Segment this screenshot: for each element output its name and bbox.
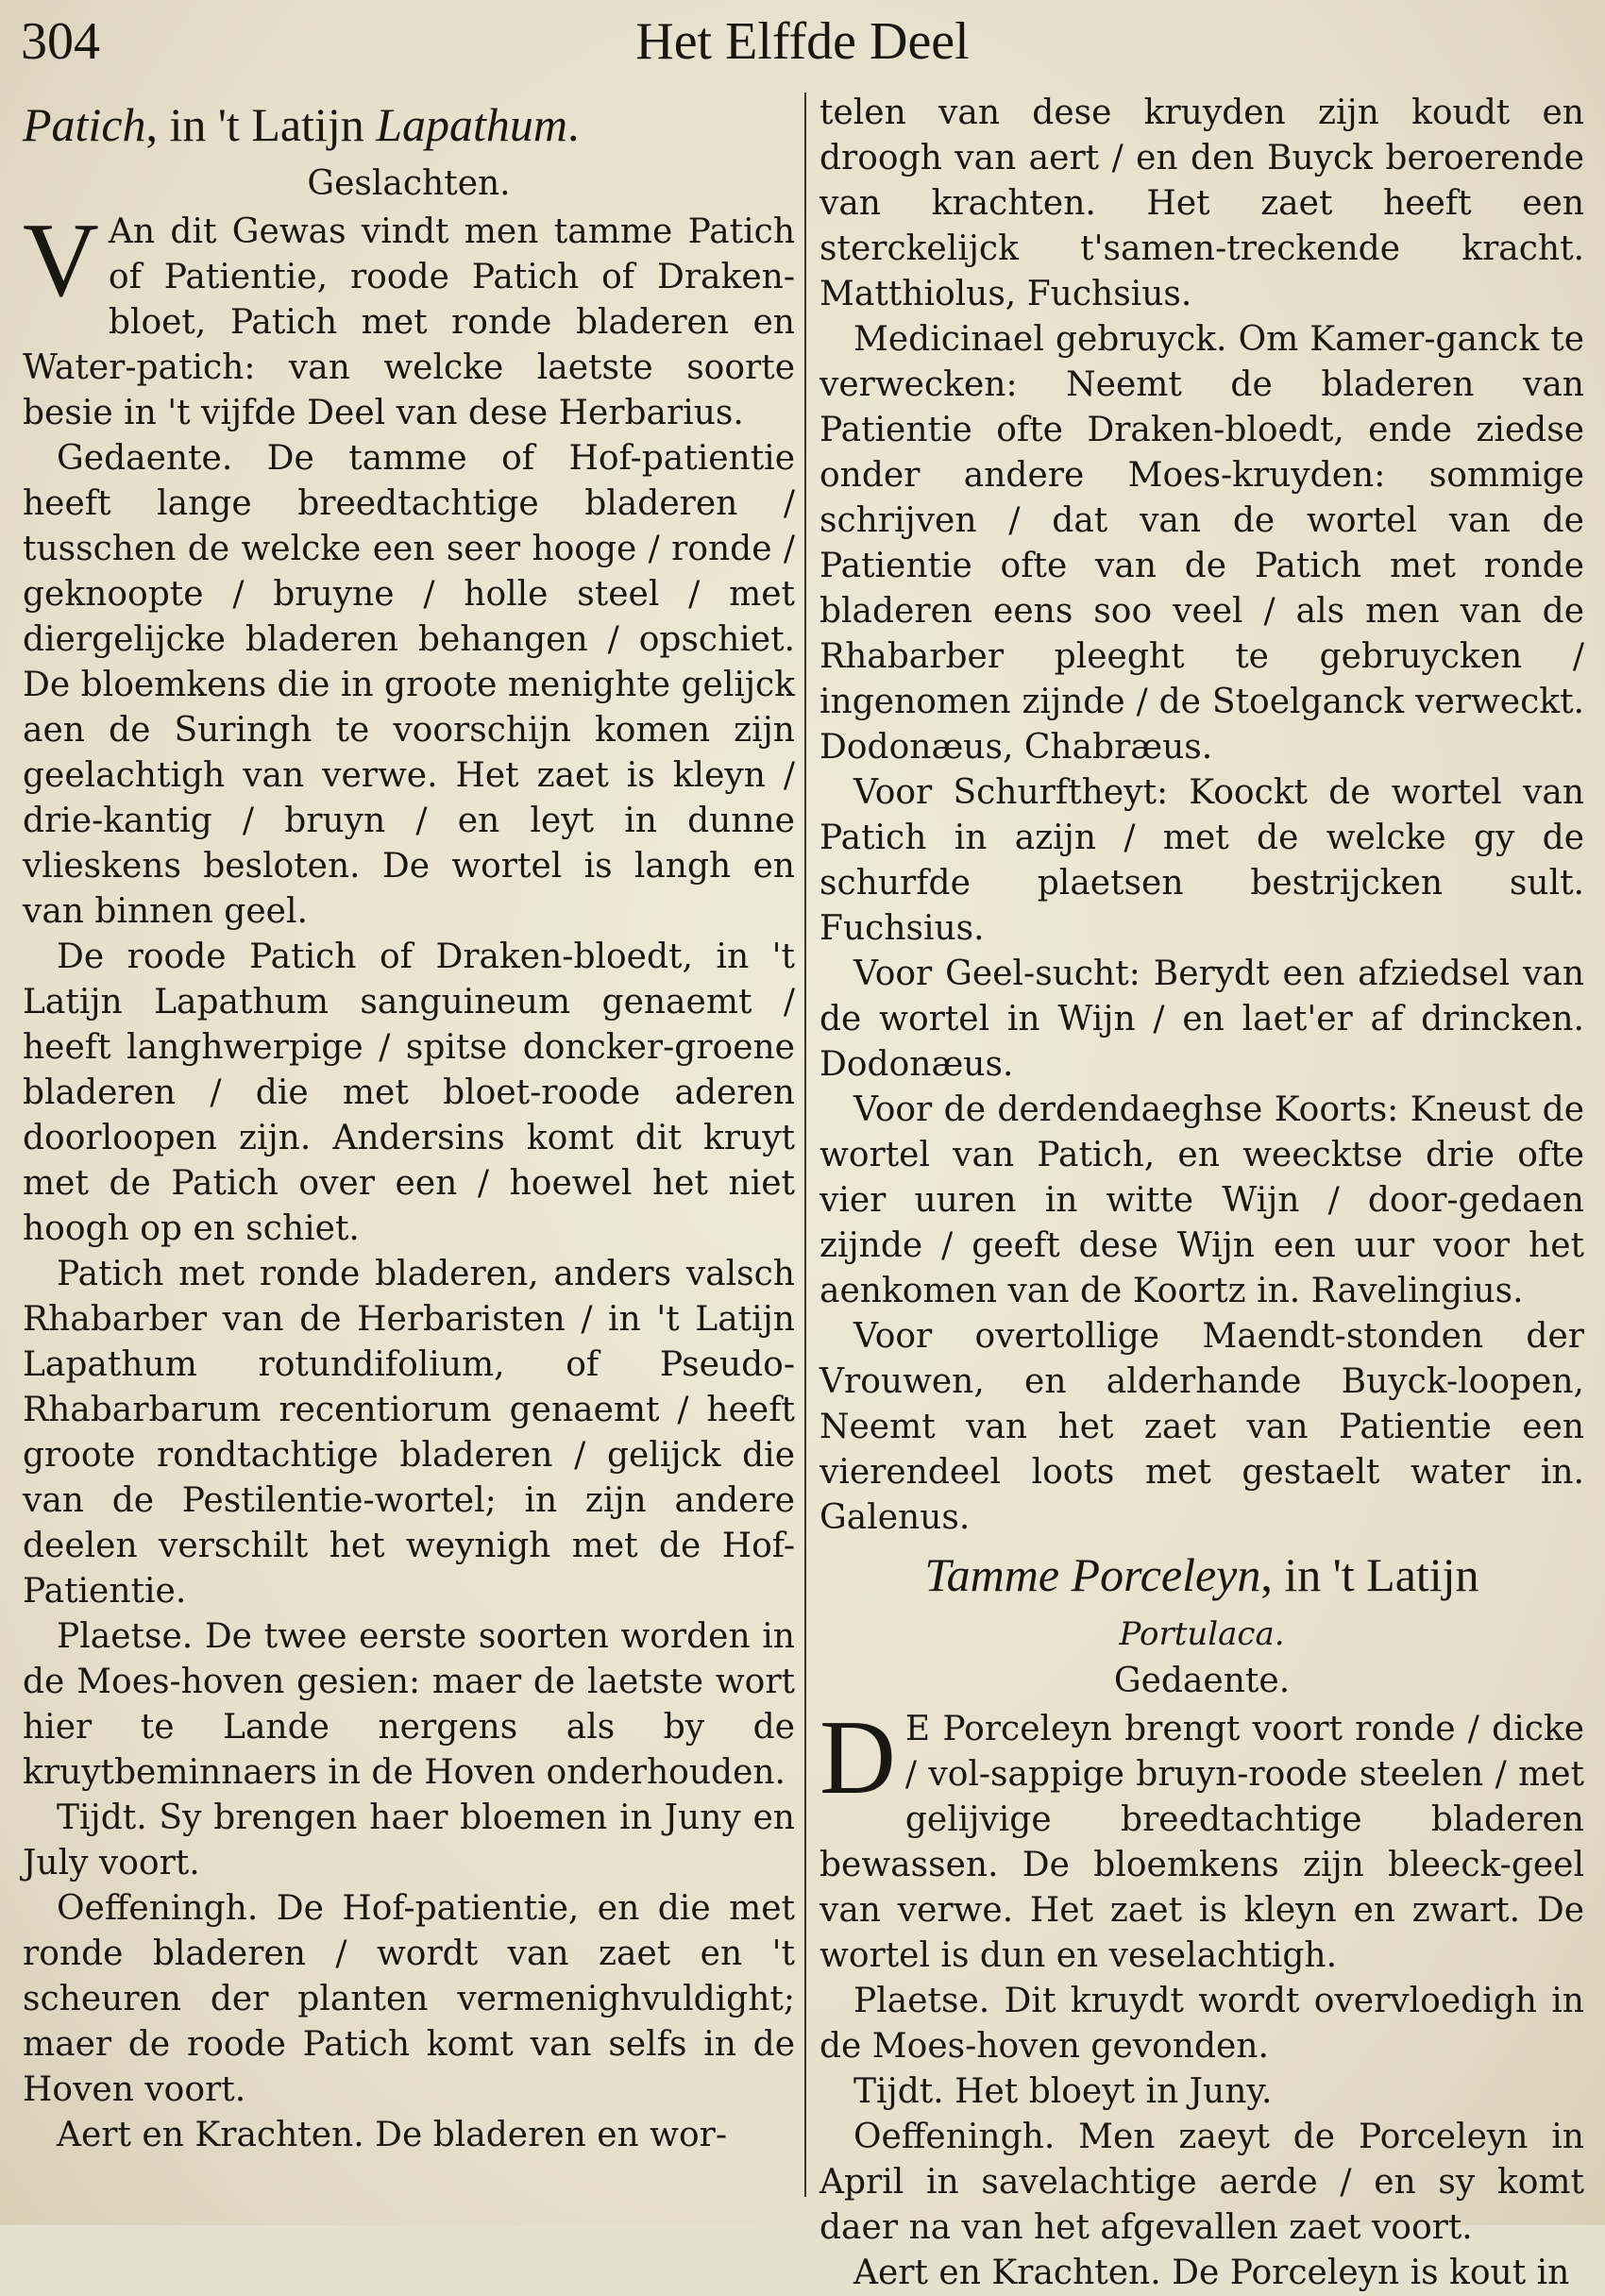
page-number: 304 <box>21 12 100 71</box>
paragraph-porceleyn-tijdt: Tijdt. Het bloeyt in Juny. <box>853 2072 1273 2111</box>
paragraph-oeffeningh: Oeffeningh. De Hof-patientie, en die met ronde bladeren / wordt van zaet en 't scheuren der planten vermenighvuldight; maer de roode Patich komt van selfs in de Hoven voort. <box>23 1889 795 2109</box>
left-column <box>23 91 795 2214</box>
paragraph-medicinael: Medicinael gebruyck. Om Kamer-ganck te verwecken: Neemt de bladeren van Patientie ofte Draken-bloedt, ende ziedse onder andere Moes-kruyden: sommige schrijven / dat van de wortel van de Patientie ofte van de Patich met ronde bladeren eens soo veel / als men van de Rhabarber pleeght te gebruycken / ingenomen zijnde / de Stoelganck verweckt. Dodonæus, Chabræus. <box>819 320 1584 767</box>
paragraph-porceleyn-oeffeningh: Oeffeningh. Men zaeyt de Porceleyn in April in savelachtige aerde / en sy komt daer na van het afgevallen zaet voort. <box>819 2118 1584 2247</box>
paragraph-porceleyn-plaetse: Plaetse. Dit kruydt wordt overvloedigh in de Moes-hoven gevonden. <box>819 1982 1584 2066</box>
heading-latin: Lapathum <box>376 98 568 151</box>
drop-cap: D <box>819 1699 896 1816</box>
heading-name: Tamme Porceleyn <box>924 1548 1261 1601</box>
paragraph-ronde-bladeren: Patich met ronde bladeren, anders valsch Rhabarber van de Herbaristen / in 't Latijn Lapathum rotundifolium, of Pseudo-Rhabarbarum recentiorum genaemt / heeft groote rondtachtige bladeren / gelijck die van de Pestilentie-wortel; in zijn andere deelen verschilt het weynigh met de Hof-Patientie. <box>23 1255 795 1611</box>
heading-end: . <box>567 98 580 151</box>
paragraph-maendt-stonden: Voor overtollige Maendt-stonden der Vrouwen, en alderhande Buyck-loopen, Neemt van het zaet van Patientie een vierendeel loots met gestaelt water in. Galenus. <box>819 1317 1584 1537</box>
paragraph-tijdt: Tijdt. Sy brengen haer bloemen in Juny en July voort. <box>23 1798 795 1882</box>
paragraph-koorts: Voor de derdendaeghse Koorts: Kneust de wortel van Patich, en weecktse drie ofte vier uuren in witte Wijn / door-gedaen zijnde / geeft dese Wijn een uur voor het aenkomen van de Koortz in. Ravelingius. <box>819 1090 1584 1310</box>
paragraph-aert-krachten: Aert en Krachten. De bladeren en wor- <box>57 2116 728 2154</box>
subtitle-gedaente: Gedaente. <box>1113 1662 1291 1700</box>
paragraph-text: An dit Gewas vindt men tamme Patich of Patientie, roode Patich of Draken-bloet, Patich met ronde bladeren en Water-patich: van welcke laetste soorte besie in 't vijfde Deel van dese Herbarius. <box>23 212 795 432</box>
heading-rest: , in 't Latijn <box>1260 1548 1479 1601</box>
drop-cap: V <box>23 202 99 319</box>
paragraph-schurftheyt: Voor Schurftheyt: Koockt de wortel van Patich in azijn / met de welcke gy de schurfde plaetsen bestrijcken sult. Fuchsius. <box>819 773 1584 948</box>
paragraph-geslachten <box>23 202 795 436</box>
subtitle-geslachten: Geslachten. <box>307 164 511 203</box>
heading-mid: , in 't Latijn <box>145 98 377 151</box>
paragraph-porceleyn-gedaente <box>819 1699 1584 1979</box>
section-heading-porceleyn <box>819 1545 1584 1605</box>
column-divider <box>804 93 806 2197</box>
paragraph-geel-sucht: Voor Geel-sucht: Berydt een afziedsel van de wortel in Wijn / en laet'er af drincken. Dodonæus. <box>819 954 1584 1084</box>
section-heading-patich <box>23 94 795 155</box>
paragraph-continued: telen van dese kruyden zijn koudt en droogh van aert / en den Buyck beroerende van krachten. Het zaet heeft een sterckelijck t'samen-treckende kracht. Matthiolus, Fuchsius. <box>819 93 1584 313</box>
paragraph-gedaente: Gedaente. De tamme of Hof-patientie heeft lange breedtachtige bladeren / tusschen de welcke een seer hooge / ronde / geknoopte / bruyne / holle steel / met diergelijcke bladeren behangen / opschiet. De bloemkens die in groote menighte gelijck aen de Suringh te voorschijn komen zijn geelachtigh van verwe. Het zaet is kleyn / drie-kantig / bruyn / en leyt in dunne vlieskens besloten. De wortel is langh en van binnen geel. <box>23 439 795 931</box>
paragraph-text: E Porceleyn brengt voort ronde / dicke / vol-sappige bruyn-roode steelen / met gelijvige breedtachtige bladeren bewassen. De bloemkens zijn bleeck-geel van verwe. Het zaet is kleyn en zwart. De wortel is dun en veselachtigh. <box>819 1710 1584 1975</box>
page-header <box>21 11 1584 87</box>
right-column <box>819 91 1584 2292</box>
running-title: Het Elffde Deel <box>635 12 970 71</box>
heading-latin-portulaca: Portulaca. <box>1119 1615 1285 1653</box>
heading-name: Patich <box>23 98 146 151</box>
paragraph-plaetse: Plaetse. De twee eerste soorten worden in de Moes-hoven gesien: maer de laetste wort hier te Lande nergens als by de kruytbeminnaers in de Hoven onderhouden. <box>23 1617 795 1792</box>
paragraph-porceleyn-aert: Aert en Krachten. De Porceleyn is kout in <box>853 2254 1570 2292</box>
paragraph-roode-patich: De roode Patich of Draken-bloedt, in 't Latijn Lapathum sanguineum genaemt / heeft langhwerpige / spitse doncker-groene bladeren / die met bloet-roode aderen doorloopen zijn. Andersins komt dit kruyt met de Patich over een / hoewel het niet hoogh op en schiet. <box>23 937 795 1248</box>
